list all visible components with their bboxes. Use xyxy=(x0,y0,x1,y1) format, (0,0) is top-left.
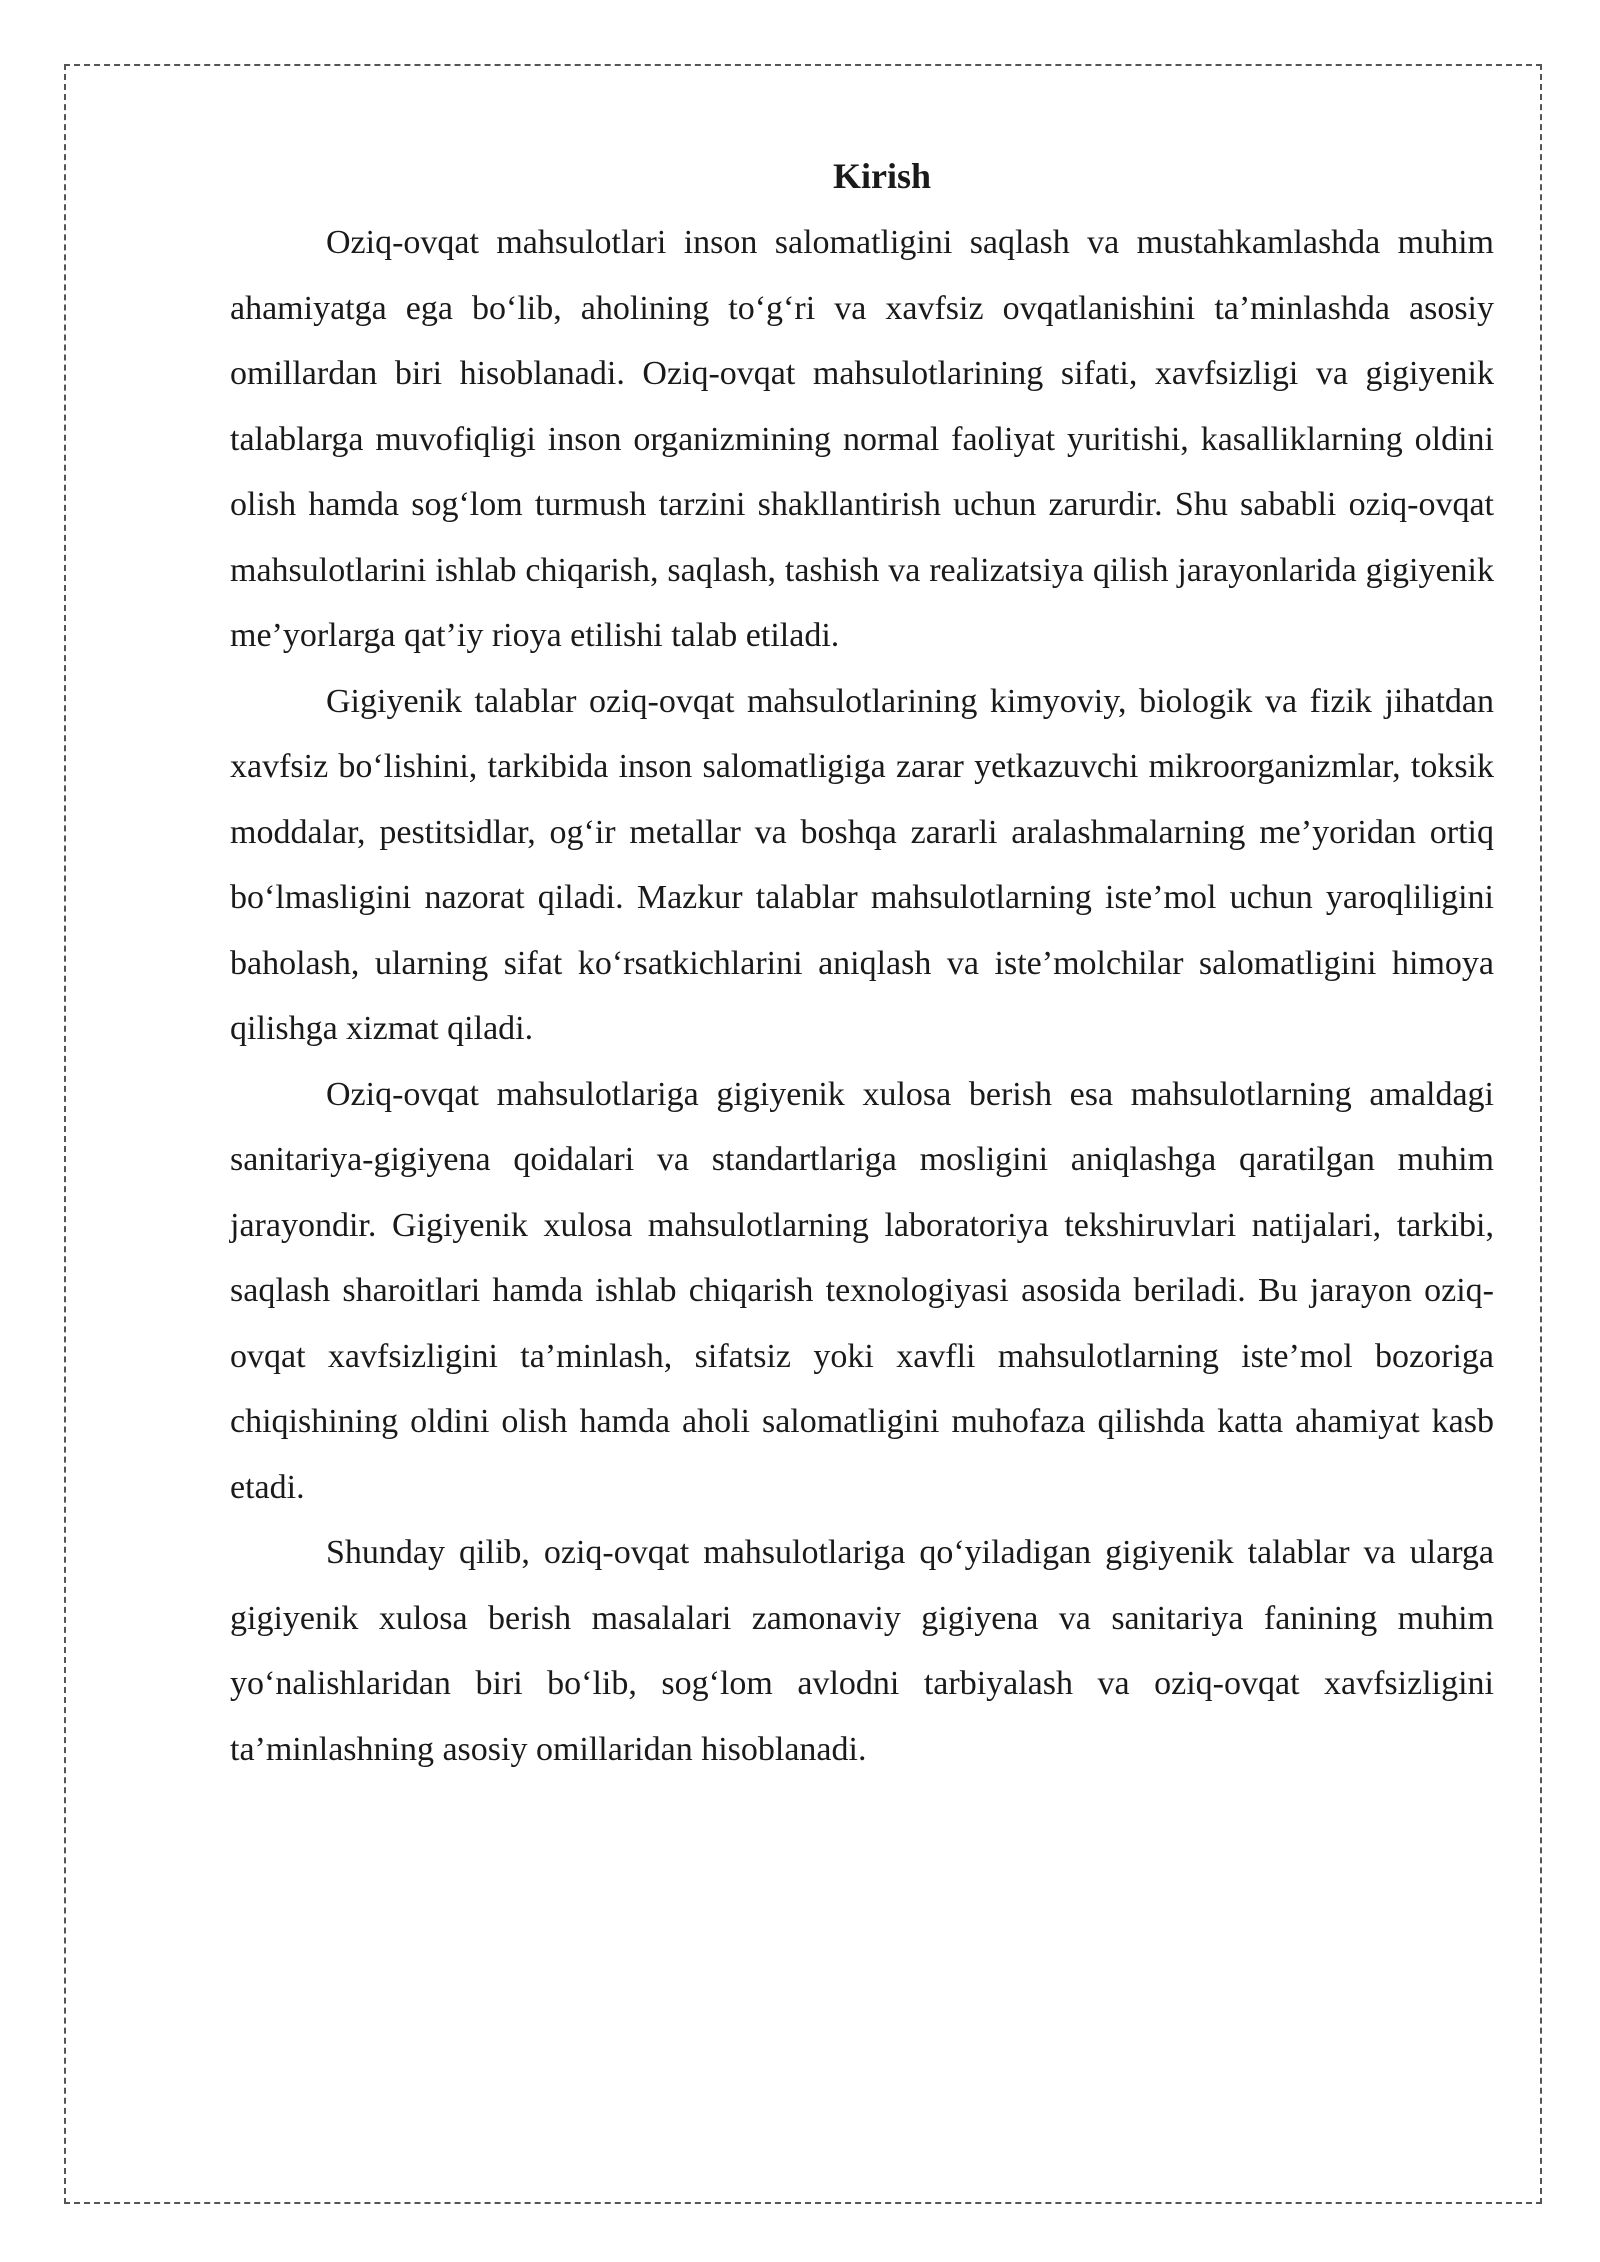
paragraph-1: Oziq-ovqat mahsulotlari inson salomatligini saqlash va mustahkamlashda muhim ahamiyatga ega bo‘lib, aholining to‘g‘ri va xavfsiz ovqatlanishini ta’minlashda asosiy omillardan biri hisoblanadi. Oziq-ovqat mahsulotlarining sifati, xavfsizligi va gigiyenik talablarga muvofiqligi inson organizmining normal faoliyat yuritishi, kasalliklarning oldini olish hamda sog‘lom turmush tarzini shakllantirish uchun zarurdir. Shu sababli oziq-ovqat mahsulotlarini ishlab chiqarish, saqlash, tashish va realizatsiya qilish jarayonlarida gigiyenik me’yorlarga qat’iy rioya etilishi talab etiladi. xyxy=(230,224,1494,654)
paragraph-4: Shunday qilib, oziq-ovqat mahsulotlariga qo‘yiladigan gigiyenik talablar va ularga gigiyenik xulosa berish masalalari zamonaviy gigiyena va sanitariya fanining muhim yo‘nalishlaridan biri bo‘lib, sog‘lom avlodni tarbiyalash va oziq-ovqat xavfsizligini ta’minlashning asosiy omillaridan hisoblanadi. xyxy=(230,1534,1494,1768)
document-title: Kirish xyxy=(832,156,931,196)
paragraph-3: Oziq-ovqat mahsulotlariga gigiyenik xulosa berish esa mahsulotlarning amaldagi sanitariya-gigiyena qoidalari va standartlariga mosligini aniqlashga qaratilgan muhim jarayondir. Gigiyenik xulosa mahsulotlarning laboratoriya tekshiruvlari natijalari, tarkibi, saqlash sharoitlari hamda ishlab chiqarish texnologiyasi asosida beriladi. Bu jarayon oziq-ovqat xavfsizligini ta’minlash, sifatsiz yoki xavfli mahsulotlarning iste’mol bozoriga chiqishining oldini olish hamda aholi salomatligini muhofaza qilishda katta ahamiyat kasb etadi. xyxy=(230,1075,1494,1506)
paragraph-2: Gigiyenik talablar oziq-ovqat mahsulotlarining kimyoviy, biologik va fizik jihatdan xavfsiz bo‘lishini, tarkibida inson salomatligiga zarar yetkazuvchi mikroorganizmlar, toksik moddalar, pestitsidlar, og‘ir metallar va boshqa zararli aralashmalarning me’yoridan ortiq bo‘lmasligini nazorat qiladi. Mazkur talablar mahsulotlarning iste’mol uchun yaroqliligini baholash, ularning sifat ko‘rsatkichlarini aniqlash va iste’molchilar salomatligini himoya qilishga xizmat qiladi. xyxy=(230,682,1494,1047)
document-body xyxy=(230,150,1494,1782)
